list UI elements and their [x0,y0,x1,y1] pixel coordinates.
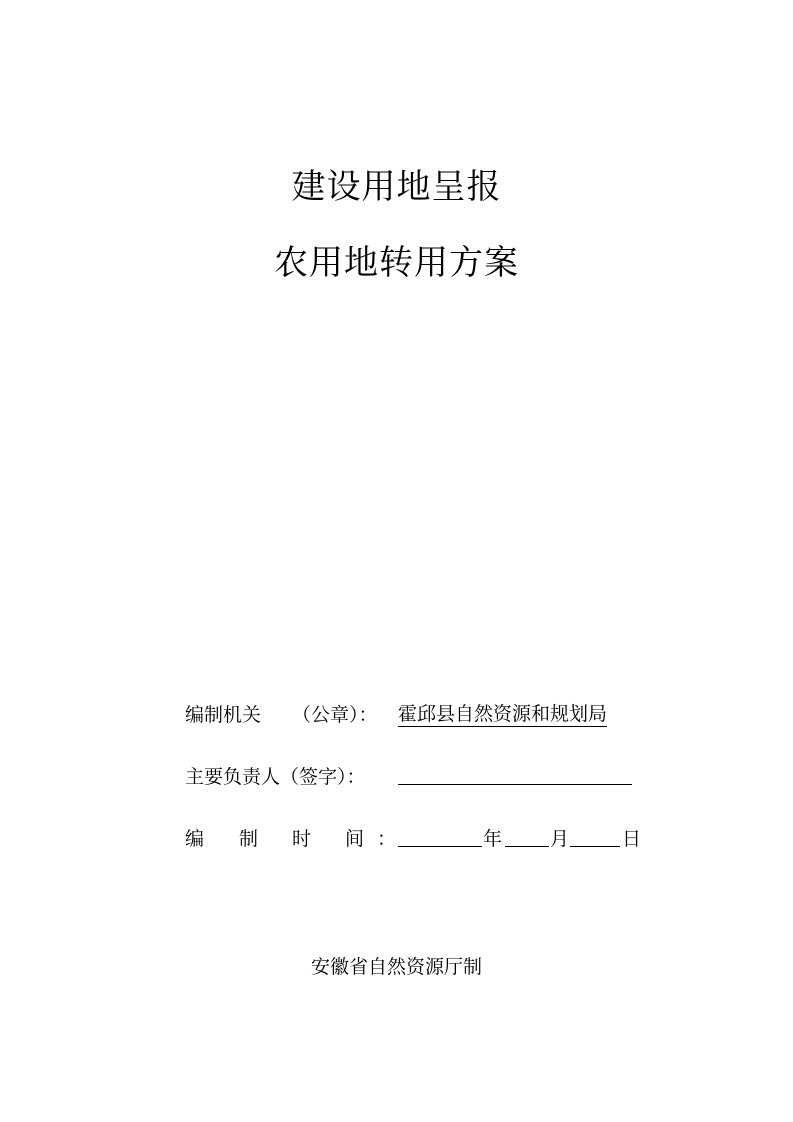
date-label-char-4: 间 [345,828,365,850]
seal-label: （公章）： [292,704,378,726]
responsible-row [185,762,645,792]
date-label-char-2: 制 [239,828,259,850]
date-label-char-3: 时 [292,828,312,850]
compiler-label: 编制机关 [185,704,262,726]
document-subtitle: 农用地转用方案 [274,243,519,283]
month-label: 月 [550,828,570,850]
day-blank[interactable] [570,824,620,847]
issuer-footer: 安徽省自然资源厅制 [310,956,482,978]
responsible-label: 主要负责人（签字）： [185,766,366,788]
date-row [185,824,645,854]
compiler-value: 霍邱县自然资源和规划局 [398,703,608,725]
compiler-row [185,700,645,730]
signature-blank[interactable] [398,762,632,785]
month-blank[interactable] [505,824,549,847]
date-label-char-1: 编 [185,828,205,850]
document-title: 建设用地呈报 [291,167,502,207]
year-blank[interactable] [398,824,482,847]
year-label: 年 [483,828,503,850]
date-label-colon: ： [377,828,397,850]
day-label: 日 [622,828,642,850]
